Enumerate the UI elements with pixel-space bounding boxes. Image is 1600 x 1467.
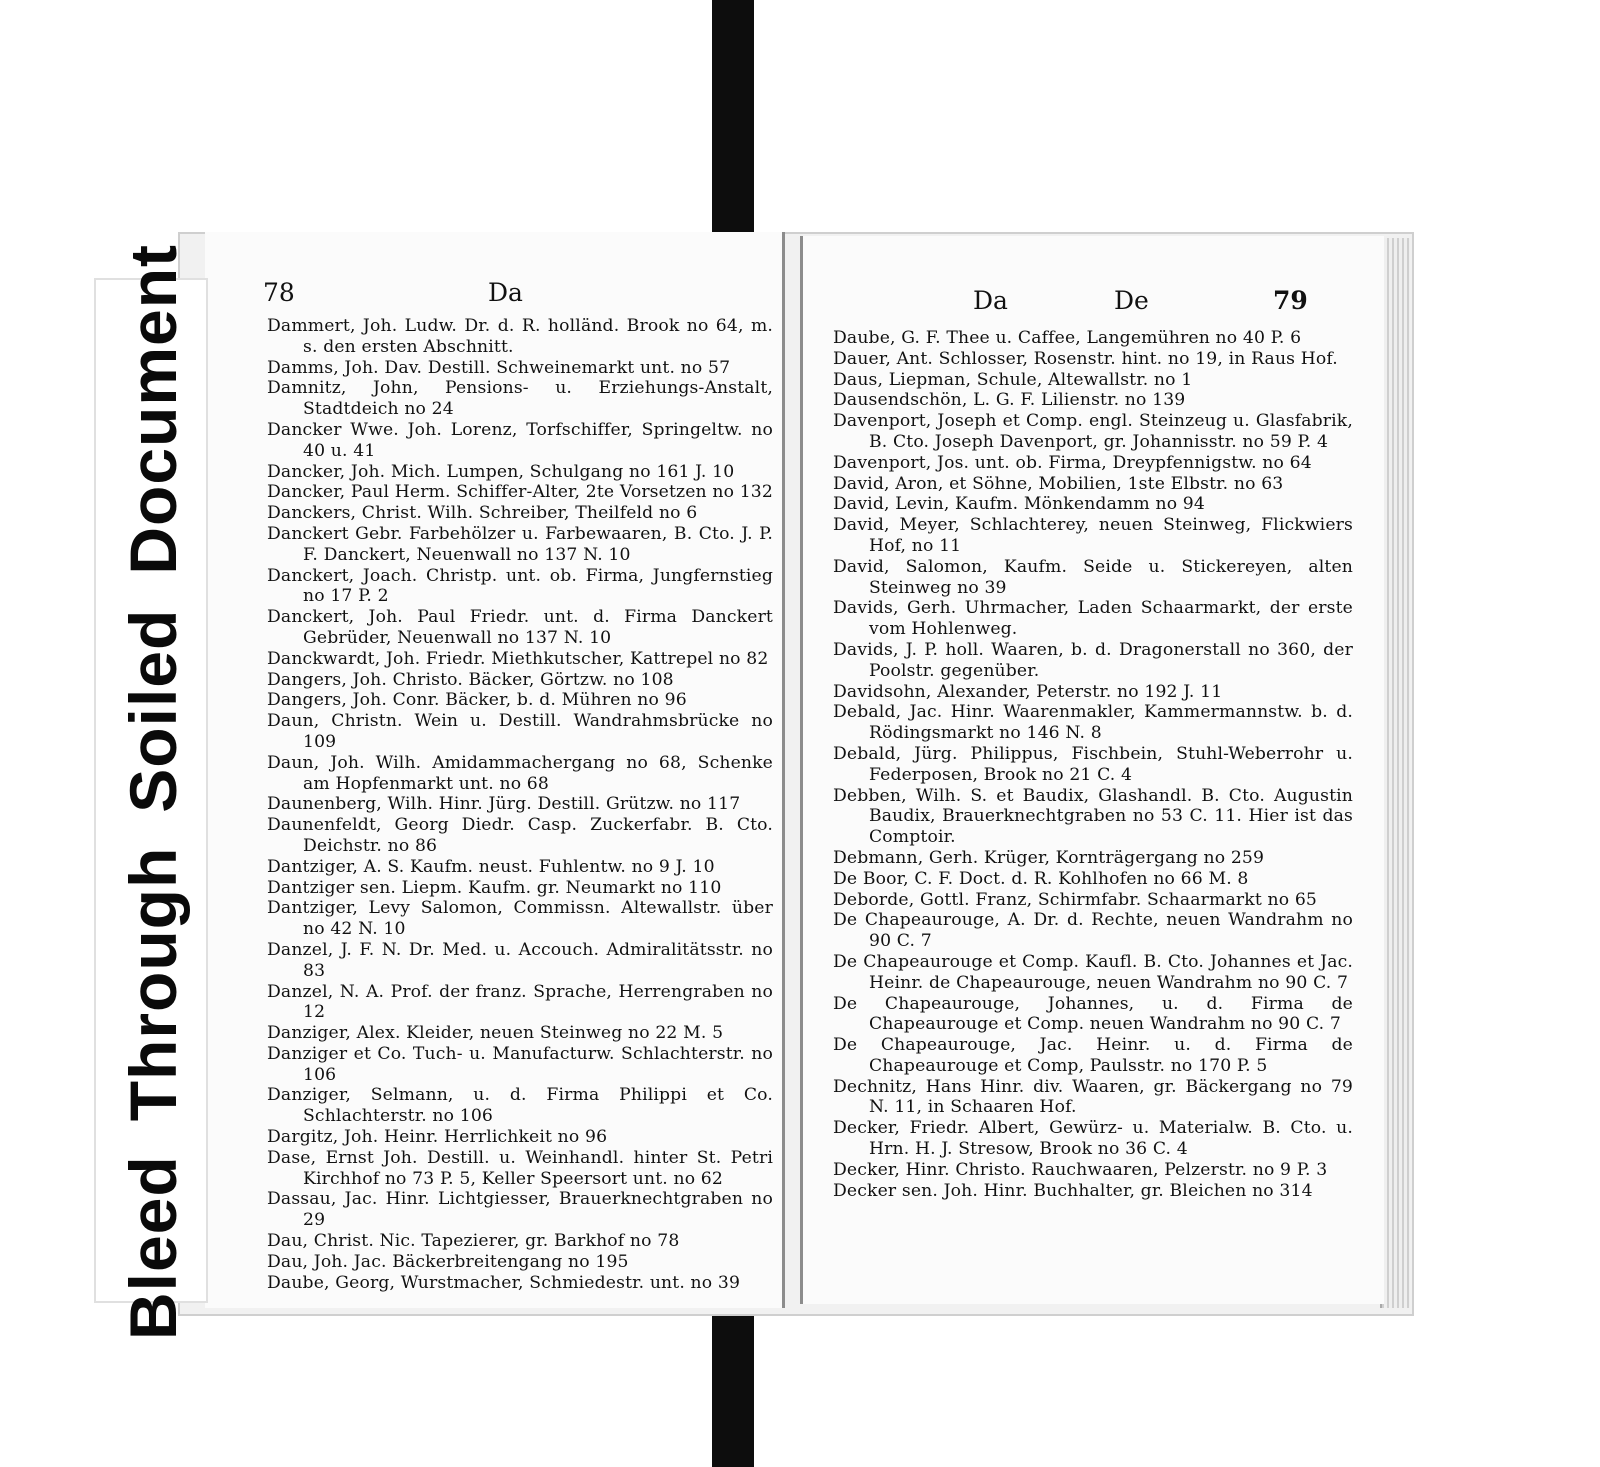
label-word-document: Document <box>116 243 190 575</box>
directory-entry: Daunenberg, Wilh. Hinr. Jürg. Destill. Grützw. no 117 <box>267 794 741 815</box>
directory-entry: David, Aron, et Söhne, Mobilien, 1ste Elbstr. no 63 <box>833 473 1284 494</box>
left-page <box>205 232 785 1308</box>
right-page-running-head-da: Da <box>973 286 1008 315</box>
directory-entry: David, Meyer, Schlachterey, neuen Steinweg, Flickwiers Hof, no 11 <box>833 515 1353 556</box>
directory-entry: Daube, G. F. Thee u. Caffee, Langemühren no 40 P. 6 <box>833 328 1302 348</box>
label-word-bleed: Bleed <box>116 1155 190 1341</box>
directory-entry: Decker, Hinr. Christo. Rauchwaaren, Pelzerstr. no 9 P. 3 <box>833 1159 1328 1180</box>
left-page-running-head: Da <box>488 278 523 307</box>
directory-entry: Dau, Joh. Jac. Bäckerbreitengang no 195 <box>267 1251 629 1272</box>
directory-entry: Dangers, Joh. Christo. Bäcker, Görtzw. no 108 <box>267 669 674 690</box>
directory-entry: Danziger, Selmann, u. d. Firma Philippi et Co. Schlachterstr. no 106 <box>267 1085 773 1127</box>
directory-entry: Davenport, Jos. unt. ob. Firma, Dreypfennigstw. no 64 <box>833 452 1312 473</box>
directory-entry: David, Levin, Kaufm. Mönkendamm no 94 <box>833 494 1205 515</box>
right-page-number: 79 <box>1273 286 1308 315</box>
directory-entry: Dancker, Joh. Mich. Lumpen, Schulgang no 161 J. 10 <box>267 461 735 482</box>
directory-entry: Daube, Georg, Wurstmacher, Schmiedestr. unt. no 39 <box>267 1272 741 1293</box>
directory-entry: De Chapeaurouge, Jac. Heinr. u. d. Firma de Chapeaurouge et Comp, Paulsstr. no 170 P. 5 <box>833 1035 1353 1076</box>
directory-entry: Debben, Wilh. S. et Baudix, Glashandl. B. Cto. Augustin Baudix, Brauerknechtgraben no 53 C. 11. Hier ist das Comptoir. <box>833 785 1353 848</box>
directory-entry: Dancker Wwe. Joh. Lorenz, Torfschiffer, Springeltw. no 40 u. 41 <box>267 419 773 461</box>
directory-entry: Decker, Friedr. Albert, Gewürz- u. Materialw. B. Cto. u. Hrn. H. J. Stresow, Brook no 36 C. 4 <box>833 1118 1353 1160</box>
directory-entry: Debmann, Gerh. Krüger, Kornträgergang no 259 <box>833 847 1265 868</box>
condition-label-text <box>115 244 191 1340</box>
spine-strip-bottom <box>712 1296 754 1467</box>
directory-entry: Dassau, Jac. Hinr. Lichtgiesser, Brauerknechtgraben no 29 <box>267 1189 773 1231</box>
directory-entry: Danzel, N. A. Prof. der franz. Sprache, Herrengraben no 12 <box>267 981 773 1023</box>
right-page-entries <box>833 328 1353 1201</box>
directory-entry: Damnitz, John, Pensions- u. Erziehungs-Anstalt, Stadtdeich no 24 <box>267 378 773 420</box>
spine-strip-top <box>712 0 754 236</box>
left-page-header <box>205 232 782 307</box>
directory-entry: Daus, Liepman, Schule, Altewallstr. no 1 <box>833 369 1193 390</box>
directory-entry: Dau, Christ. Nic. Tapezierer, gr. Barkhof no 78 <box>267 1231 680 1252</box>
directory-entry: Deborde, Gottl. Franz, Schirmfabr. Schaarmarkt no 65 <box>833 889 1317 910</box>
directory-entry: Dechnitz, Hans Hinr. div. Waaren, gr. Bäckergang no 79 N. 11, in Schaaren Hof. <box>833 1076 1353 1118</box>
directory-entry: Davids, Gerh. Uhrmacher, Laden Schaarmarkt, der erste vom Hohlenweg. <box>833 598 1353 640</box>
directory-entry: De Boor, C. F. Doct. d. R. Kohlhofen no 66 M. 8 <box>833 868 1249 889</box>
directory-entry: Danzel, J. F. N. Dr. Med. u. Accouch. Admiralitätsstr. no 83 <box>267 939 773 981</box>
label-word-soiled: Soiled <box>116 608 190 813</box>
directory-entry: Decker sen. Joh. Hinr. Buchhalter, gr. Bleichen no 314 <box>833 1180 1313 1201</box>
directory-entry: Daun, Joh. Wilh. Amidammachergang no 68, Schenke am Hopfenmarkt unt. no 68 <box>267 752 773 794</box>
left-page-number: 78 <box>263 278 295 307</box>
book-page-stack-edge <box>1380 238 1410 1308</box>
directory-entry: Davidsohn, Alexander, Peterstr. no 192 J. 11 <box>833 681 1223 702</box>
condition-label <box>94 243 208 1341</box>
directory-entry: Danziger et Co. Tuch- u. Manufacturw. Schlachterstr. no 106 <box>267 1043 773 1085</box>
directory-entry: Daun, Christn. Wein u. Destill. Wandrahmsbrücke no 109 <box>267 711 773 752</box>
directory-entry: Danckert, Joh. Paul Friedr. unt. d. Firma Danckert Gebrüder, Neuenwall no 137 N. 10 <box>267 607 773 648</box>
right-page-header <box>803 236 1384 315</box>
directory-entry: Dargitz, Joh. Heinr. Herrlichkeit no 96 <box>267 1127 608 1148</box>
directory-entry: De Chapeaurouge, Johannes, u. d. Firma de Chapeaurouge et Comp. neuen Wandrahm no 90 C. 7 <box>833 993 1353 1035</box>
right-page <box>800 236 1384 1304</box>
directory-entry: David, Salomon, Kaufm. Seide u. Stickereyen, alten Steinweg no 39 <box>833 556 1353 598</box>
directory-entry: Dantziger, A. S. Kaufm. neust. Fuhlentw. no 9 J. 10 <box>267 856 715 877</box>
directory-entry: De Chapeaurouge et Comp. Kaufl. B. Cto. Johannes et Jac. Heinr. de Chapeaurouge, neuen Wandrahm no 90 C. 7 <box>833 951 1353 993</box>
directory-entry: Dangers, Joh. Conr. Bäcker, b. d. Mühren no 96 <box>267 690 687 711</box>
directory-entry: Danckers, Christ. Wilh. Schreiber, Theilfeld no 6 <box>267 503 698 524</box>
directory-entry: De Chapeaurouge, A. Dr. d. Rechte, neuen Wandrahm no 90 C. 7 <box>833 910 1353 952</box>
directory-entry: Dantziger sen. Liepm. Kaufm. gr. Neumarkt no 110 <box>267 877 722 898</box>
right-page-running-head-de: De <box>1114 286 1149 315</box>
directory-entry: Daunenfeldt, Georg Diedr. Casp. Zuckerfabr. B. Cto. Deichstr. no 86 <box>267 815 773 856</box>
directory-entry: Dausendschön, L. G. F. Lilienstr. no 139 <box>833 390 1186 411</box>
directory-entry: Debald, Jac. Hinr. Waarenmakler, Kammermannstw. b. d. Rödingsmarkt no 146 N. 8 <box>833 702 1353 744</box>
directory-entry: Danckwardt, Joh. Friedr. Miethkutscher, Kattrepel no 82 <box>267 648 769 669</box>
directory-entry: Davids, J. P. holl. Waaren, b. d. Dragonerstall no 360, der Poolstr. gegenüber. <box>833 639 1353 681</box>
directory-entry: Dauer, Ant. Schlosser, Rosenstr. hint. no 19, in Raus Hof. <box>833 348 1338 369</box>
directory-entry: Danziger, Alex. Kleider, neuen Steinweg no 22 M. 5 <box>267 1023 724 1044</box>
directory-entry: Dase, Ernst Joh. Destill. u. Weinhandl. hinter St. Petri Kirchhof no 73 P. 5, Keller Speersort unt. no 62 <box>267 1147 773 1189</box>
directory-entry: Dantziger, Levy Salomon, Commissn. Altewallstr. über no 42 N. 10 <box>267 898 773 940</box>
directory-entry: Dammert, Joh. Ludw. Dr. d. R. holländ. Brook no 64, m. s. den ersten Abschnitt. <box>267 316 773 357</box>
directory-entry: Debald, Jürg. Philippus, Fischbein, Stuhl-Weberrohr u. Federposen, Brook no 21 C. 4 <box>833 743 1353 785</box>
directory-entry: Dancker, Paul Herm. Schiffer-Alter, 2te Vorsetzen no 132 <box>267 482 773 503</box>
directory-entry: Danckert, Joach. Christp. unt. ob. Firma, Jungfernstieg no 17 P. 2 <box>267 565 773 607</box>
left-page-entries <box>267 316 773 1293</box>
directory-entry: Damms, Joh. Dav. Destill. Schweinemarkt unt. no 57 <box>267 357 731 378</box>
directory-entry: Davenport, Joseph et Comp. engl. Steinzeug u. Glasfabrik, B. Cto. Joseph Davenport, gr. Johannisstr. no 59 P. 4 <box>833 411 1353 452</box>
label-word-through: Through <box>116 846 190 1122</box>
directory-entry: Danckert Gebr. Farbehölzer u. Farbewaaren, B. Cto. J. P. F. Danckert, Neuenwall no 137 N. 10 <box>267 523 773 565</box>
